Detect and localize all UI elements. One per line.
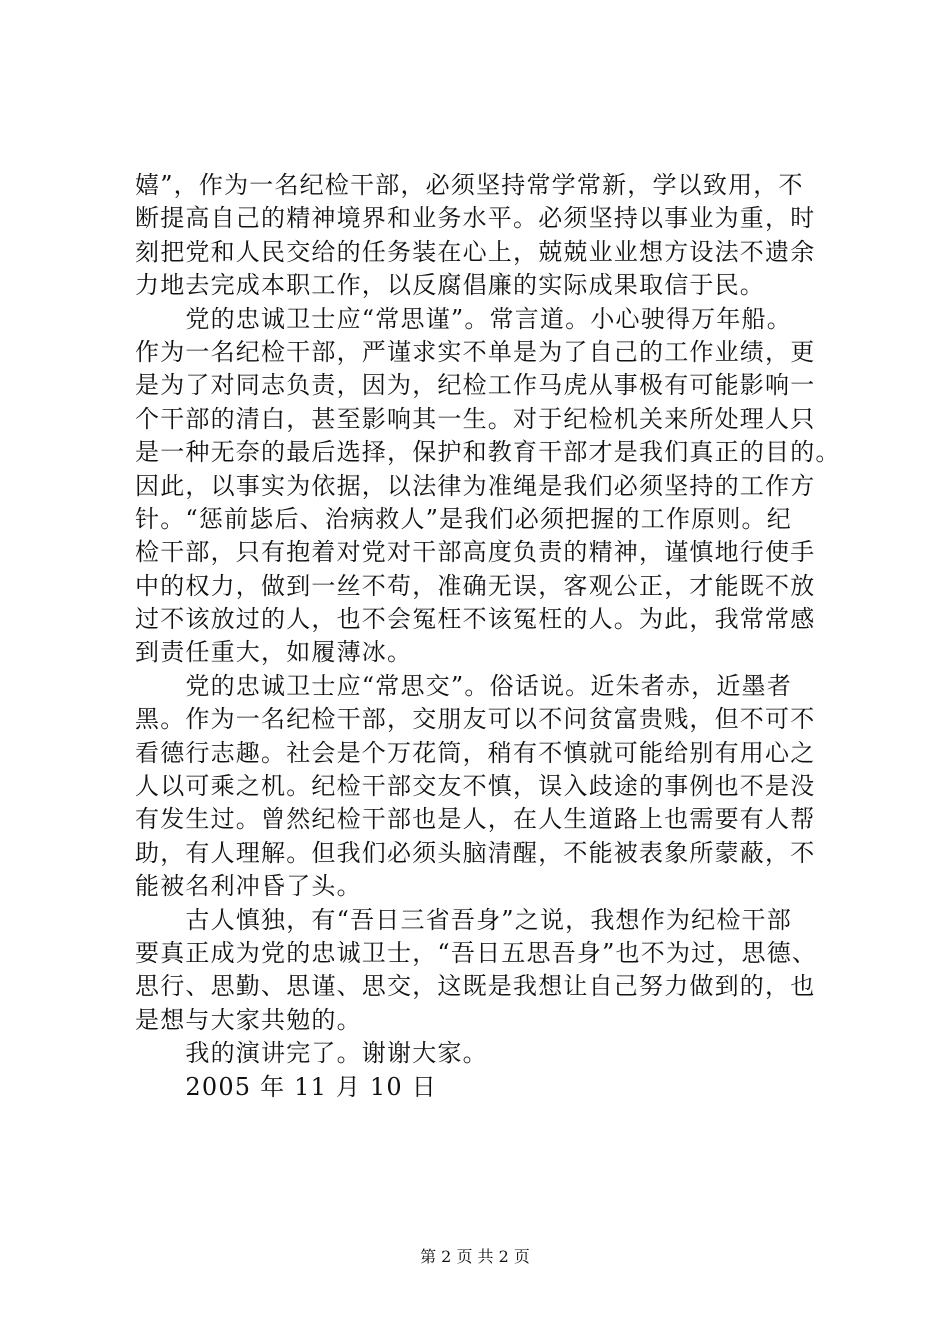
text-line: 能被名利冲昏了头。 [135, 872, 362, 901]
text-line: 有发生过。曾然纪检干部也是人，在人生道路上也需要有人帮 [135, 805, 816, 834]
text-line: 是想与大家共勉的。 [135, 1005, 362, 1034]
text-line: 黑。作为一名纪检干部，交朋友可以不问贫富贵贱，但不可不 [135, 705, 816, 734]
text-line: 检干部，只有抱着对党对干部高度负责的精神，谨慎地行使手 [135, 538, 816, 567]
text-line: 是为了对同志负责，因为，纪检工作马虎从事极有可能影响一 [135, 371, 816, 400]
text-line: 到责任重大，如履薄冰。 [135, 638, 413, 667]
text-line: 古人慎独，有“吾日三省吾身”之说，我想作为纪检干部 [135, 905, 792, 934]
text-line: 过不该放过的人，也不会冤枉不该冤枉的人。为此，我常常感 [135, 605, 816, 634]
page-footer [0, 1247, 950, 1267]
text-line: 是一种无奈的最后选择，保护和教育干部才是我们真正的目的。 [135, 438, 841, 467]
text-line: 要真正成为党的忠诚卫士，“吾日五思吾身”也不为过，思德、 [135, 938, 818, 967]
text-line: 因此，以事实为依据，以法律为准绳是我们必须坚持的工作方 [135, 471, 816, 500]
page-number-label: 第 2 页 共 2 页 [420, 1247, 530, 1266]
date-line: 2005 年 11 月 10 日 [135, 1072, 437, 1101]
text-line: 思行、思勤、思谨、思交，这既是我想让自己努力做到的，也 [135, 972, 816, 1001]
text-line: 党的忠诚卫士应“常思谨”。常言道。小心驶得万年船。 [135, 304, 792, 333]
text-line: 个干部的清白，甚至影响其一生。对于纪检机关来所处理人只 [135, 404, 816, 433]
text-line: 助，有人理解。但我们必须头脑清醒，不能被表象所蒙蔽，不 [135, 838, 816, 867]
text-line: 针。“惩前毖后、治病救人”是我们必须把握的工作原则。纪 [135, 504, 792, 533]
text-line: 看德行志趣。社会是个万花筒，稍有不慎就可能给别有用心之 [135, 738, 816, 767]
text-line: 党的忠诚卫士应“常思交”。俗话说。近朱者赤，近墨者 [135, 671, 792, 700]
body-text [135, 169, 841, 1104]
text-line: 断提高自己的精神境界和业务水平。必须坚持以事业为重，时 [135, 204, 816, 233]
text-line: 中的权力，做到一丝不苟，准确无误，客观公正，才能既不放 [135, 571, 816, 600]
text-line: 刻把党和人民交给的任务装在心上，兢兢业业想方设法不遗余 [135, 237, 816, 266]
text-line: 我的演讲完了。谢谢大家。 [135, 1039, 488, 1068]
text-line: 人以可乘之机。纪检干部交友不慎，误入歧途的事例也不是没 [135, 772, 816, 801]
text-line: 嬉”，作为一名纪检干部，必须坚持常学常新，学以致用，不 [135, 171, 804, 199]
text-line: 力地去完成本职工作，以反腐倡廉的实际成果取信于民。 [135, 271, 765, 300]
text-line: 作为一名纪检干部，严谨求实不单是为了自己的工作业绩，更 [135, 337, 816, 366]
